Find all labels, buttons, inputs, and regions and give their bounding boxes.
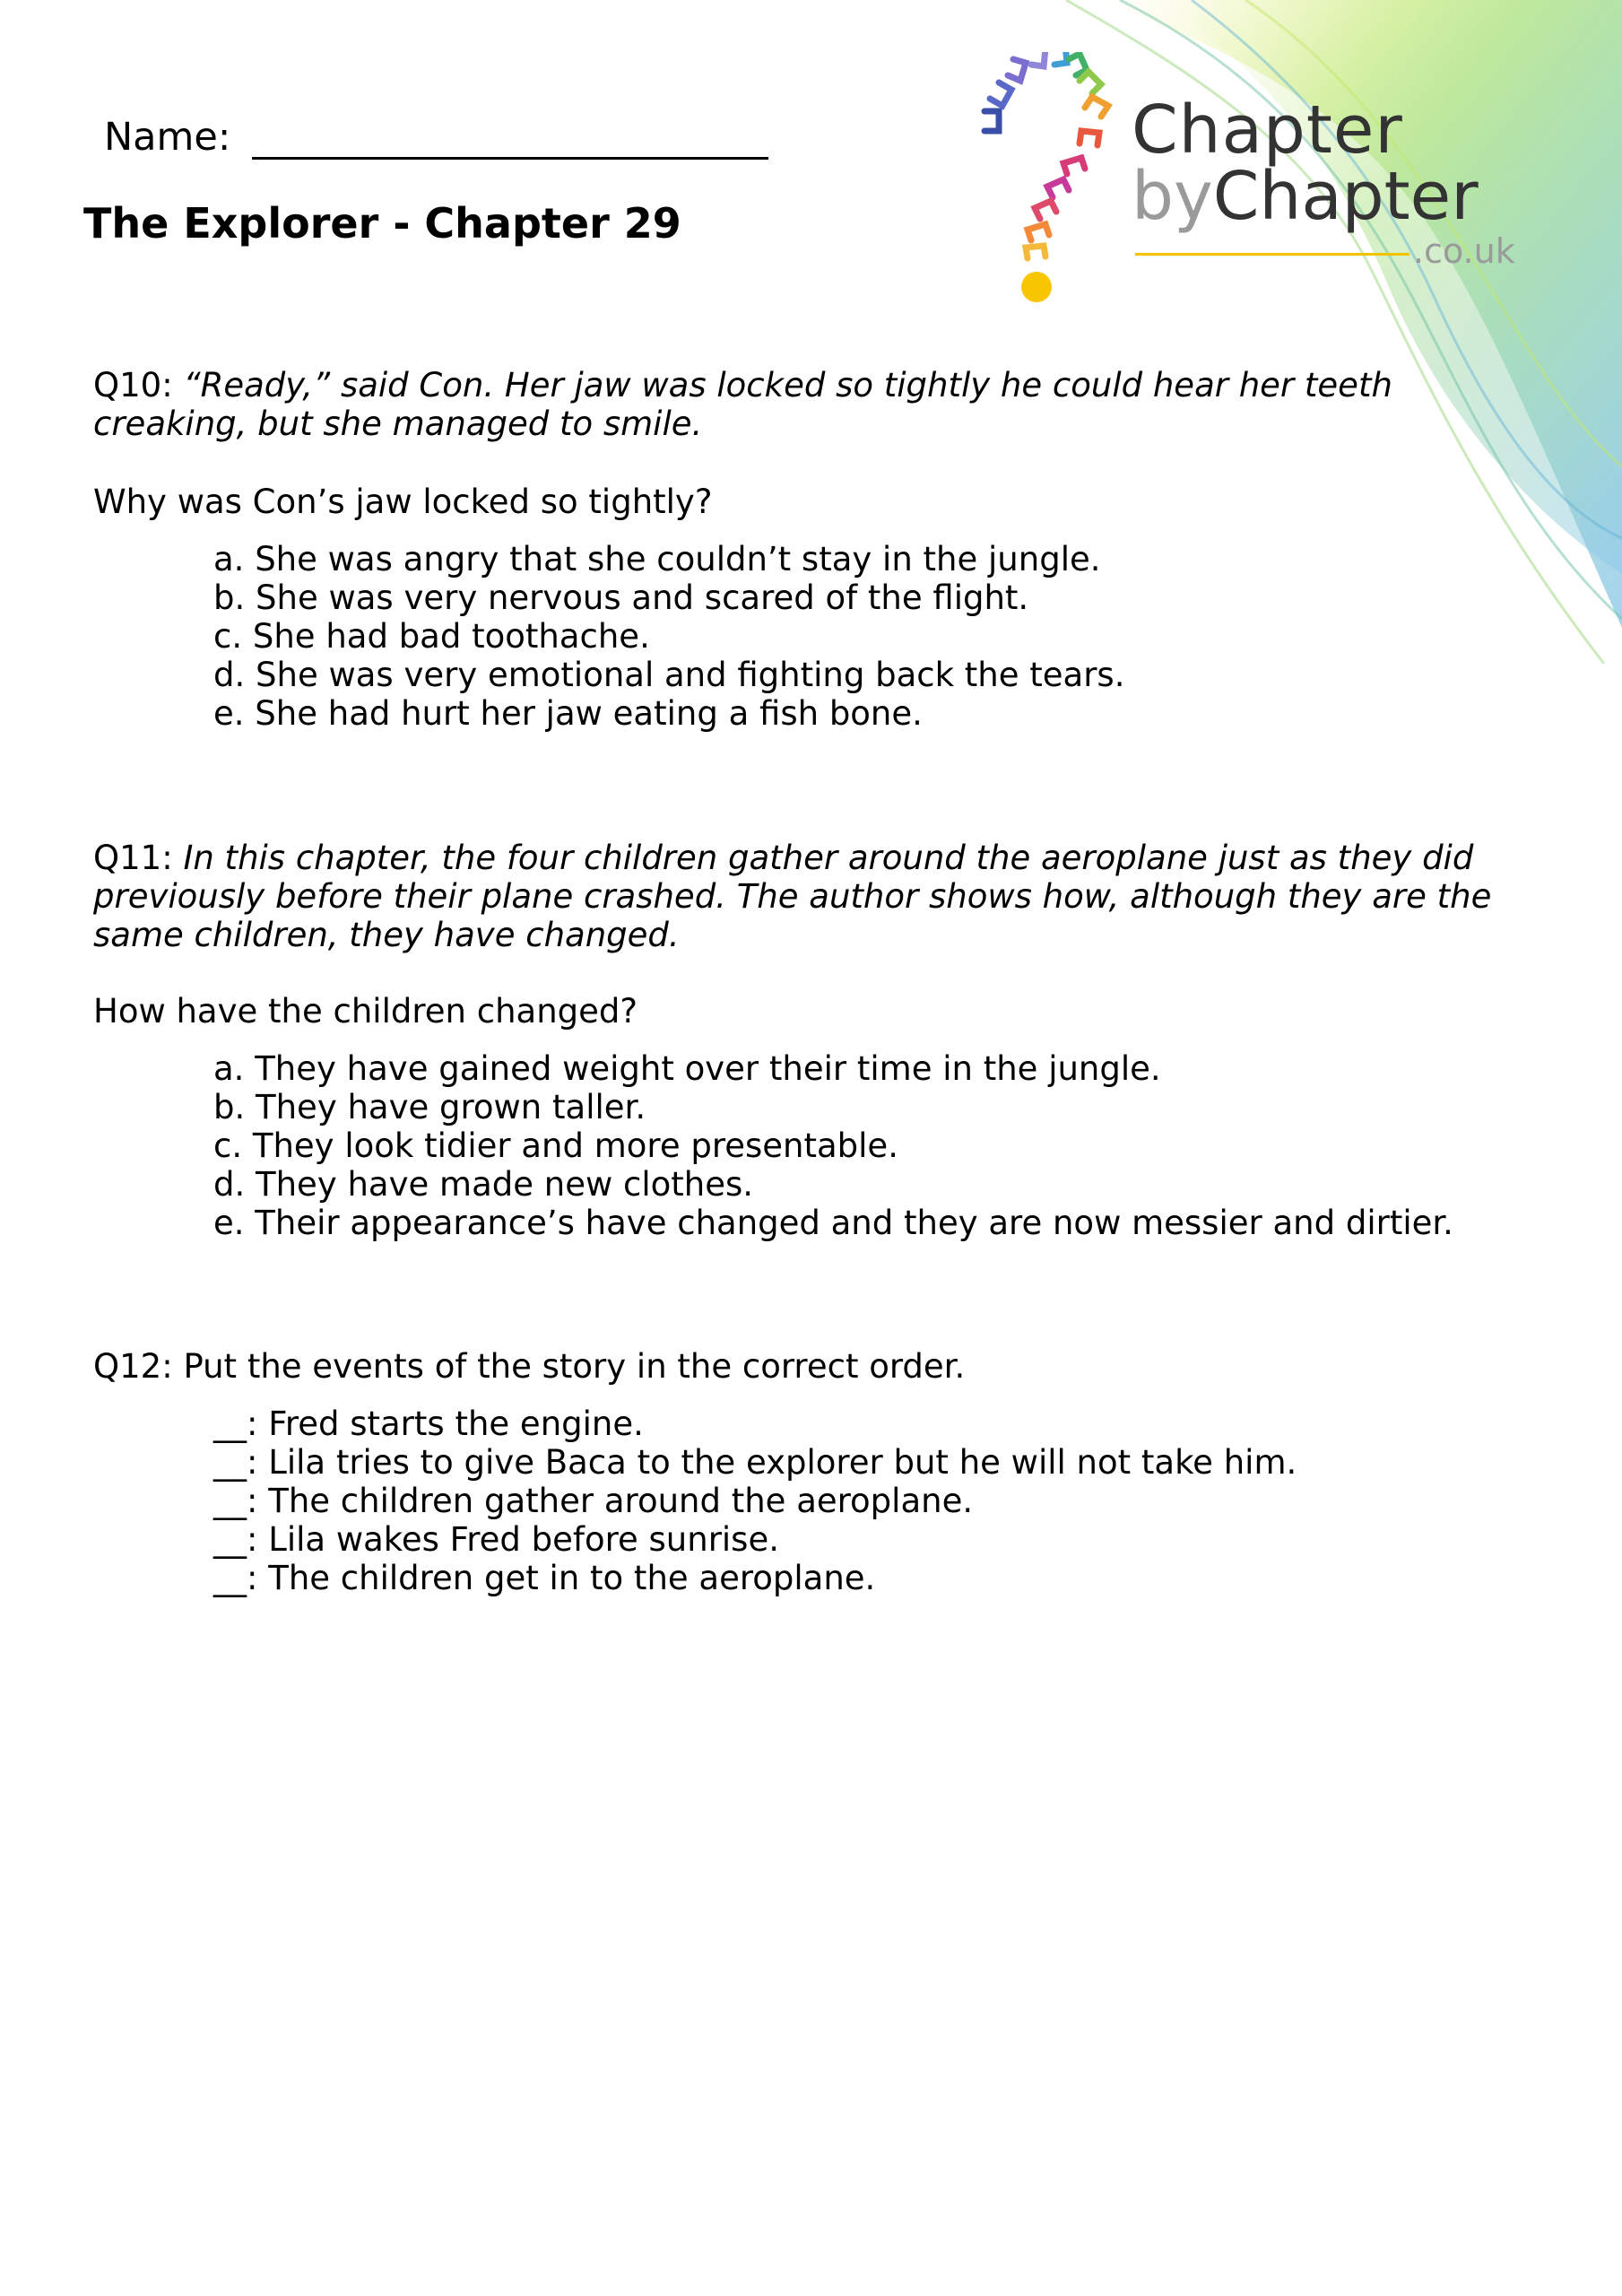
logo-word-chapter: Chapter — [1132, 91, 1403, 169]
q12-event-4[interactable]: __: Lila wakes Fred before sunrise. — [213, 1520, 779, 1559]
question-mark-books-icon — [967, 52, 1119, 312]
q12-label: Q12: — [93, 1347, 173, 1386]
q11-quote: In this chapter, the four children gather around the aeroplane just as they did previously before their plane crashed. The author shows how, although they are the same children, they have changed. — [93, 839, 1492, 954]
q12-events — [213, 1405, 1297, 1597]
q10-label: Q10: — [93, 366, 173, 404]
logo-word-chapter-2: Chapter — [1212, 158, 1479, 235]
logo-underline — [1135, 253, 1409, 256]
q10-option-d[interactable]: d. She was very emotional and fighting back the tears. — [213, 656, 1125, 694]
q12-stem — [93, 1347, 965, 1386]
q10-options — [213, 540, 1124, 733]
q10-option-e[interactable]: e. She had hurt her jaw eating a fish bone. — [213, 694, 923, 733]
q10-option-c[interactable]: c. She had bad toothache. — [213, 617, 650, 656]
logo-word-by: by — [1132, 158, 1213, 235]
q10-stem — [93, 366, 1402, 443]
q11-option-d[interactable]: d. They have made new clothes. — [213, 1165, 754, 1204]
q10-quote: “Ready,” said Con. Her jaw was locked so tightly he could hear her teeth creaking, but she managed to smile. — [93, 366, 1392, 443]
q10-question: Why was Con’s jaw locked so tightly? — [93, 483, 713, 521]
q12-event-1[interactable]: __: Fred starts the engine. — [213, 1405, 644, 1443]
q11-option-a[interactable]: a. They have gained weight over their time in the jungle. — [213, 1049, 1161, 1088]
q11-label: Q11: — [93, 839, 173, 877]
q11-option-b[interactable]: b. They have grown taller. — [213, 1088, 646, 1126]
q12-prompt: Put the events of the story in the correct order. — [183, 1347, 966, 1386]
q10-option-b[interactable]: b. She was very nervous and scared of the flight. — [213, 578, 1029, 617]
q11-stem — [93, 839, 1519, 954]
logo-word-bychapter — [1132, 158, 1479, 235]
q11-option-e[interactable]: e. Their appearance’s have changed and they are now messier and dirtier. — [213, 1204, 1453, 1242]
name-label: Name: — [104, 115, 231, 160]
chapter-by-chapter-logo — [967, 52, 1522, 312]
q10-option-a[interactable]: a. She was angry that she couldn’t stay in the jungle. — [213, 540, 1101, 578]
q12-event-5[interactable]: __: The children get in to the aeroplane. — [213, 1559, 876, 1597]
worksheet-title: The Explorer - Chapter 29 — [83, 199, 681, 248]
name-input-line[interactable] — [252, 117, 768, 160]
q11-question: How have the children changed? — [93, 992, 638, 1031]
q12-event-3[interactable]: __: The children gather around the aeroplane. — [213, 1482, 974, 1520]
q11-options — [213, 1049, 1453, 1242]
logo-domain: .co.uk — [1413, 231, 1515, 271]
q12-event-2[interactable]: __: Lila tries to give Baca to the explorer but he will not take him. — [213, 1443, 1297, 1482]
q11-option-c[interactable]: c. They look tidier and more presentable. — [213, 1126, 898, 1165]
name-field-row — [104, 115, 768, 160]
